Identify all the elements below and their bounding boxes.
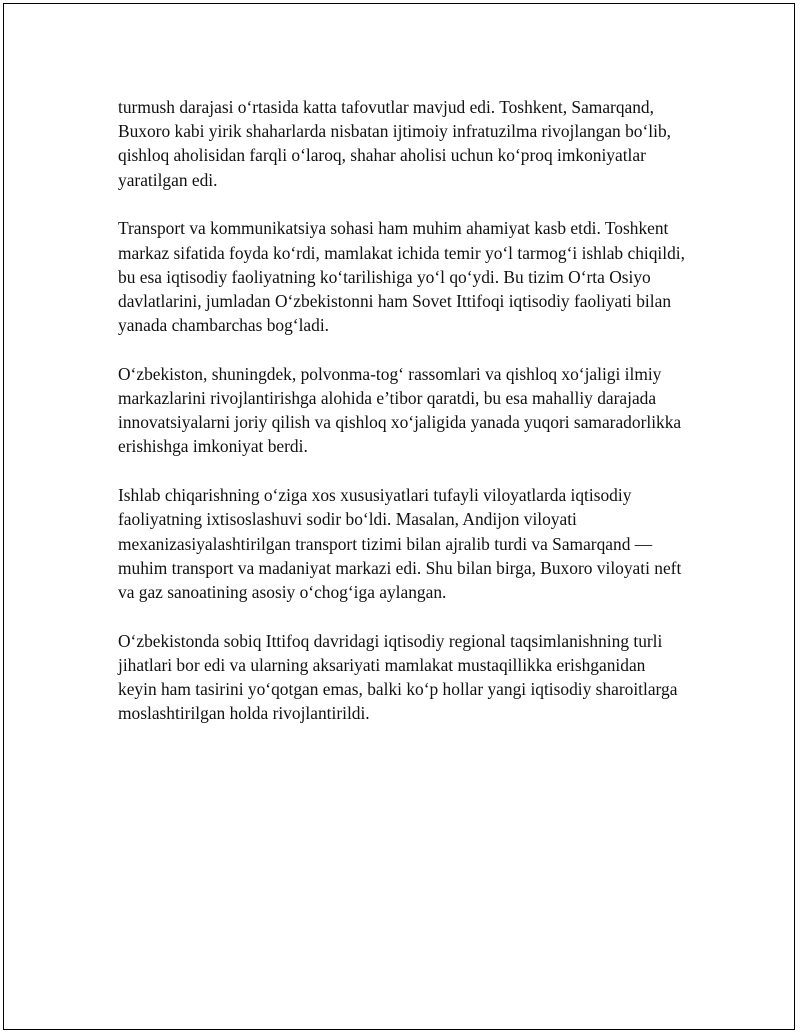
paragraph-5: O‘zbekistonda sobiq Ittifoq davridagi iqtisodiy regional taqsimlanishning turli jihatlari bor edi va ularning aksariyati mamlakat mustaqillikka erishganidan keyin ham tasirini yo‘qotgan emas, balki ko‘p hollar yangi iqtisodiy sharoitlarga moslashtirilgan holda rivojlantirildi. xyxy=(118,630,678,724)
paragraph-2: Transport va kommunikatsiya sohasi ham muhim ahamiyat kasb etdi. Toshkent markaz sifatida foyda ko‘rdi, mamlakat ichida temir yo‘l tarmog‘i ishlab chiqildi, bu esa iqtisodiy faoliyatning ko‘tarilishiga yo‘l qo‘ydi. Bu tizim O‘rta Osiyo davlatlarini, jumladan O‘zbekistonni ham Sovet Ittifoqi iqtisodiy faoliyati bilan yanada chambarchas bog‘ladi. xyxy=(118,218,685,336)
document-body xyxy=(118,95,688,750)
document-page xyxy=(3,3,795,1030)
paragraph-3: O‘zbekiston, shuningdek, polvonma-tog‘ rassomlari va qishloq xo‘jaligi ilmiy markazlarini rivojlantirishga alohida e’tibor qaratdi, bu esa mahalliy darajada innovatsiyalarni joriy qilish va qishloq xo‘jaligida yanada yuqori samaradorlikka erishishga imkoniyat berdi. xyxy=(118,363,682,457)
paragraph-4: Ishlab chiqarishning o‘ziga xos xususiyatlari tufayli viloyatlarda iqtisodiy faoliyatning ixtisoslashuvi sodir bo‘ldi. Masalan, Andijon viloyati mexanizasiyalashtirilgan transport tizimi bilan ajralib turdi va Samarqand — muhim transport va madaniyat markazi edi. Shu bilan birga, Buxoro viloyati neft va gaz sanoatining asosiy o‘chog‘iga aylangan. xyxy=(118,485,682,602)
paragraph-1: turmush darajasi o‘rtasida katta tafovutlar mavjud edi. Toshkent, Samarqand, Buxoro kabi yirik shaharlarda nisbatan ijtimoiy infratuzilma rivojlangan bo‘lib, qishloq aholisidan farqli o‘laroq, shahar aholisi uchun ko‘proq imkoniyatlar yaratilgan edi. xyxy=(118,97,671,190)
